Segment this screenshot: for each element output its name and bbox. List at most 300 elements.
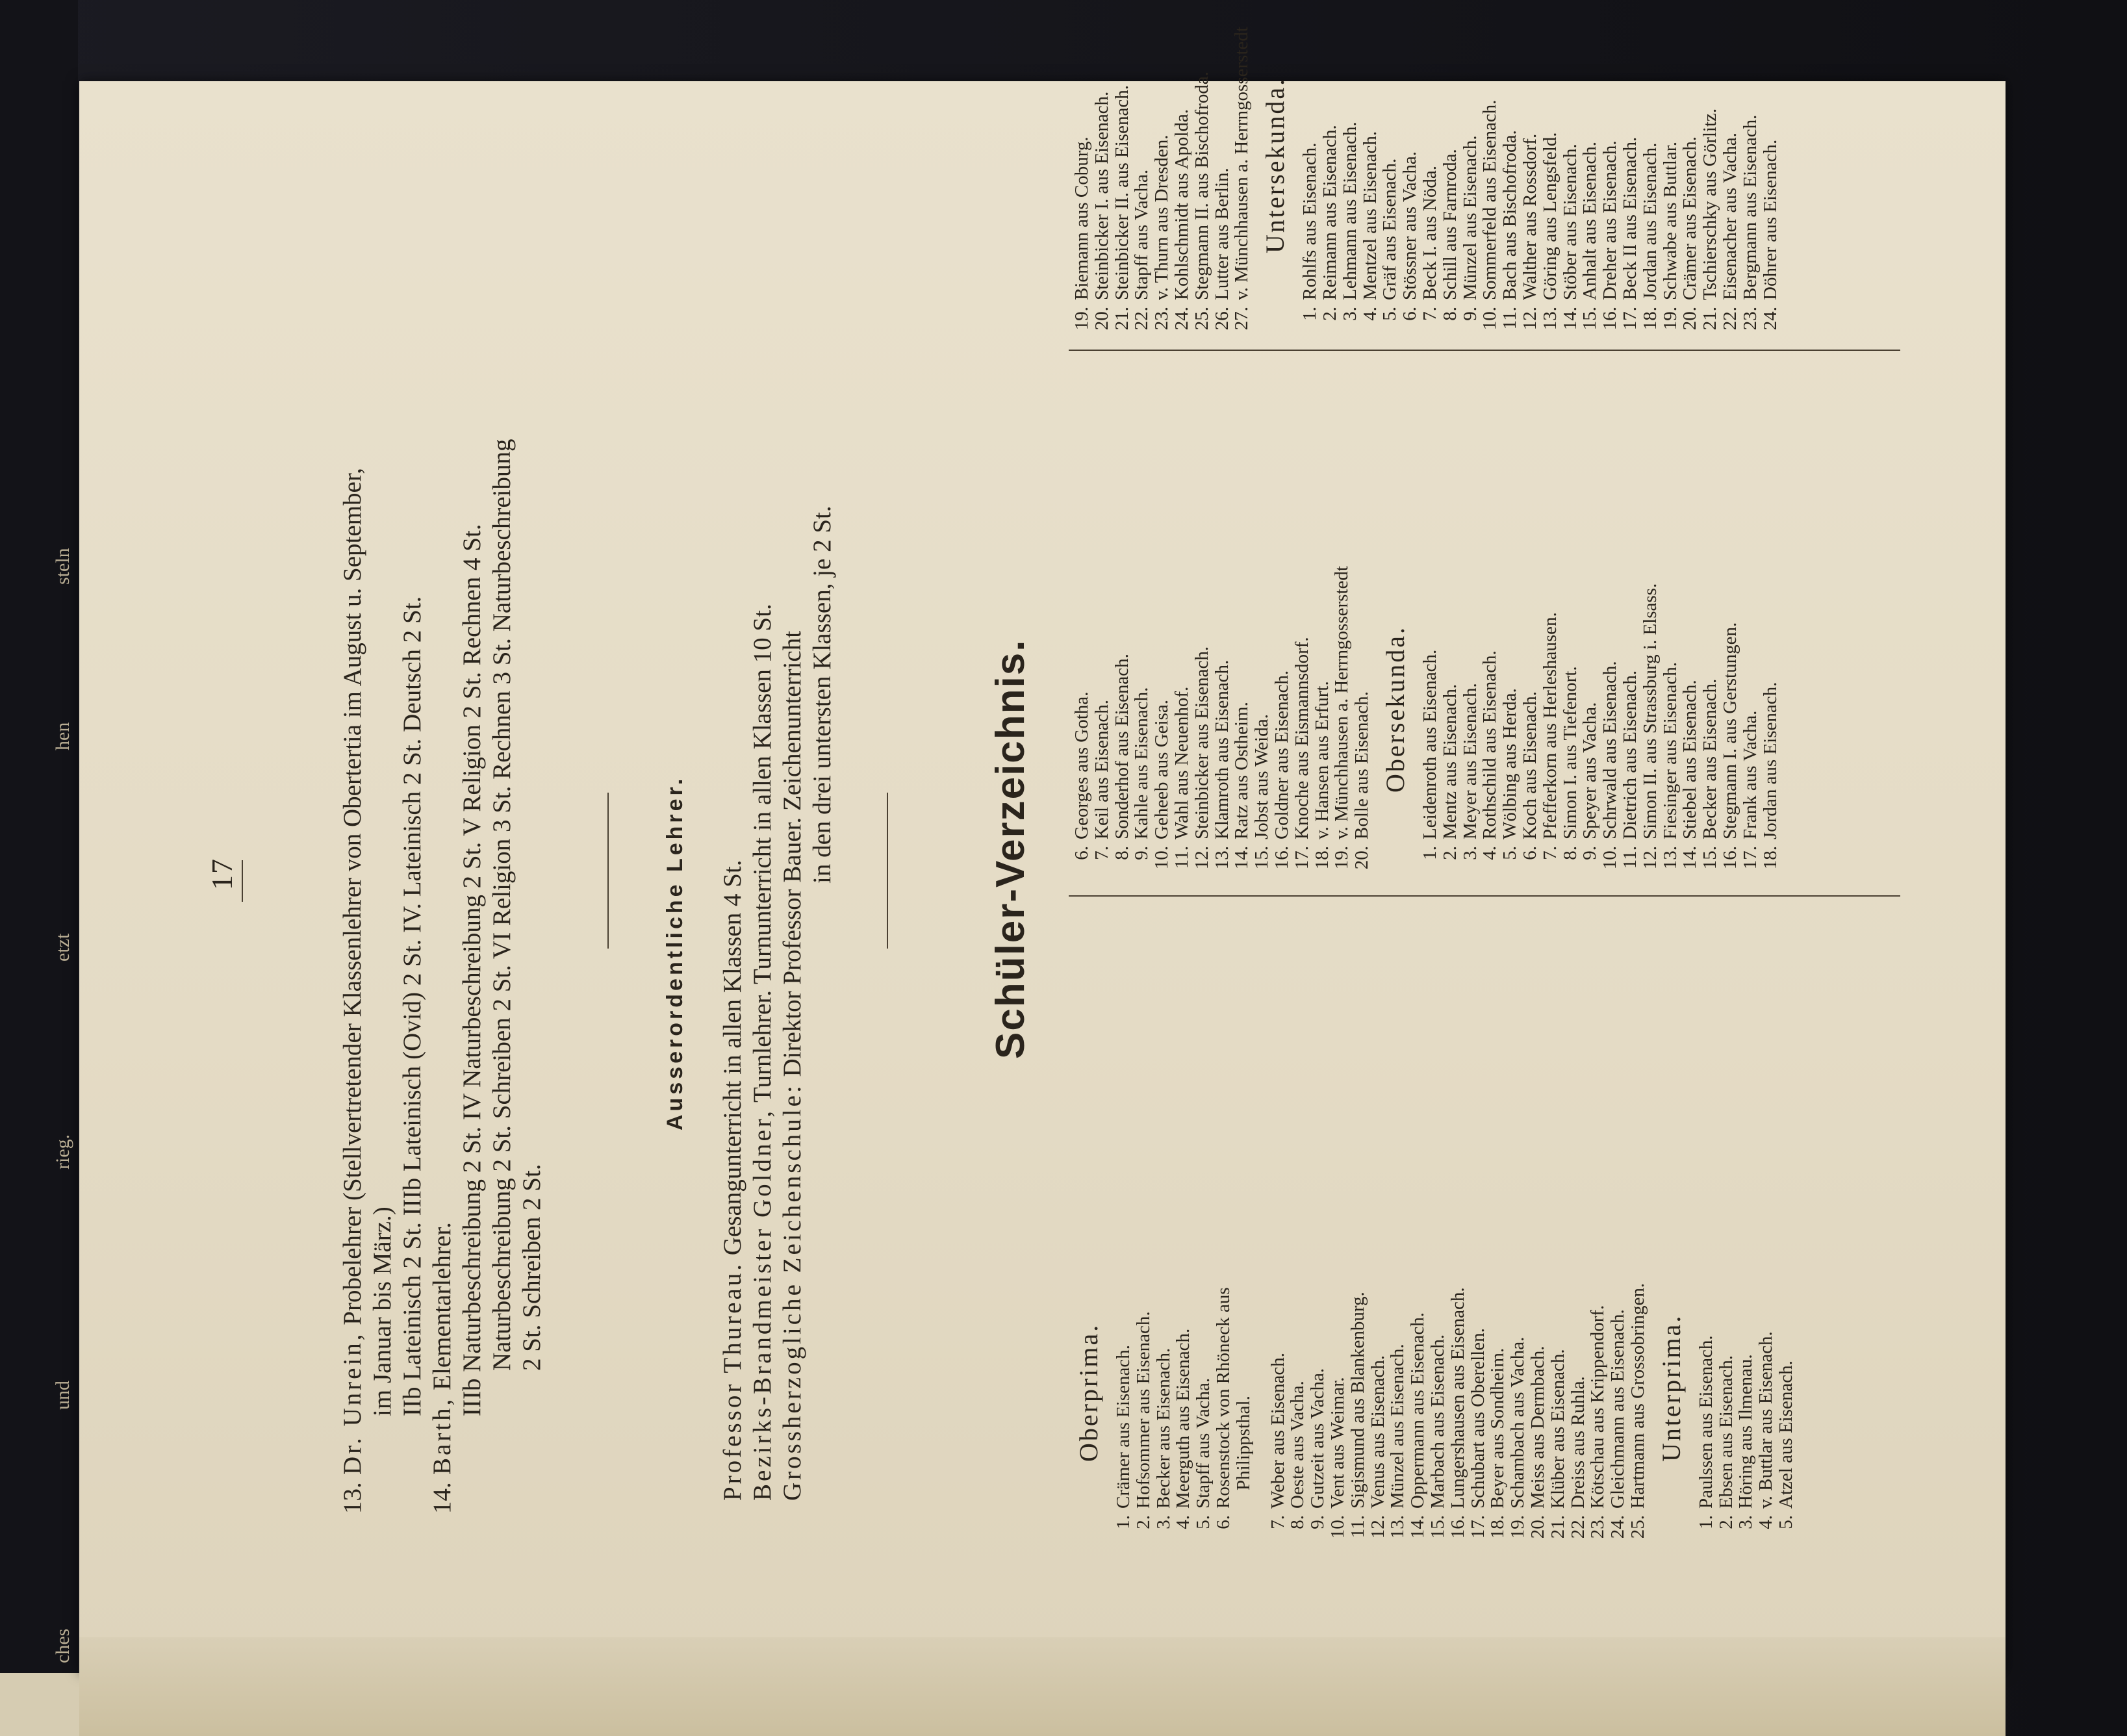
student-name: Steinbicker I. aus Eisenach. <box>1091 91 1112 300</box>
student-number: 1. <box>1695 1515 1716 1529</box>
student-entry <box>1548 1283 1568 1546</box>
student-entry <box>1252 566 1272 877</box>
student-number: 8. <box>1111 846 1132 860</box>
student-name: Bergmann aus Eisenach. <box>1739 114 1761 300</box>
student-number: 20. <box>1351 846 1373 870</box>
student-number: 16. <box>1599 307 1621 331</box>
student-entry <box>1232 566 1252 877</box>
student-number: 11. <box>1499 307 1521 330</box>
student-entry <box>1560 566 1581 877</box>
student-number: 22. <box>1719 307 1740 331</box>
student-entry <box>1448 1283 1468 1546</box>
student-entry <box>1232 27 1252 338</box>
student-number: 2. <box>1715 1515 1737 1529</box>
student-name: Gutzeit aus Vacha. <box>1307 1368 1329 1509</box>
student-entry <box>1696 1283 1716 1546</box>
student-name: Göring aus Lengsfeld. <box>1539 132 1560 300</box>
teacher-text: IIIb Naturbeschreibung 2 St. IV Naturbeschreibung 2 St. V Religion 2 St. Rechnen 4 St. <box>458 524 486 1416</box>
student-name: Lehmann aus Eisenach. <box>1339 121 1360 300</box>
student-name: Sommerfeld aus Eisenach. <box>1479 99 1501 300</box>
teacher-text: IIb Lateinisch 2 St. IIIb Lateinisch (Ovid) 2 St. IV. Lateinisch 2 St. Deutsch 2 St. <box>398 596 426 1416</box>
student-name: Reimann aus Eisenach. <box>1319 125 1340 300</box>
student-entry <box>1560 27 1581 338</box>
student-name: Biemann aus Coburg. <box>1071 136 1092 300</box>
teacher-text: im Januar bis März.) <box>368 1206 396 1416</box>
extra-teacher-text: in den drei untersten Klassen, je 2 St. <box>808 505 836 884</box>
student-number: 8. <box>1559 846 1581 860</box>
student-entry <box>1776 1283 1796 1546</box>
student-entry <box>1420 566 1440 877</box>
student-entry <box>1440 27 1460 338</box>
margin-fragment: rieg. <box>52 1134 73 1169</box>
student-name: Weber aus Eisenach. <box>1267 1352 1288 1509</box>
student-name: Atzel aus Eisenach. <box>1775 1360 1796 1509</box>
student-number: 3. <box>1153 1515 1174 1529</box>
student-entry <box>1700 566 1720 877</box>
student-number: 19. <box>1507 1515 1529 1539</box>
student-name: v. Münchhausen a. Herrngosserstedt <box>1231 27 1253 300</box>
student-entry <box>1540 27 1560 338</box>
student-name: Frank aus Vacha. <box>1739 710 1761 839</box>
teacher-line <box>487 439 517 1371</box>
student-number: 17. <box>1467 1515 1488 1539</box>
student-entry <box>1680 566 1700 877</box>
student-entry <box>1192 27 1212 338</box>
student-entry <box>1134 1283 1154 1546</box>
student-entry <box>1480 566 1500 877</box>
student-name: Mentzel aus Eisenach. <box>1359 131 1381 300</box>
student-entry <box>1214 1283 1234 1546</box>
student-number: 22. <box>1567 1515 1588 1539</box>
student-name: Döhrer aus Eisenach. <box>1759 139 1781 300</box>
student-name: Schill aus Farnroda. <box>1439 149 1460 300</box>
student-entry <box>1092 566 1112 877</box>
student-number: 7. <box>1267 1515 1288 1529</box>
student-entry <box>1740 566 1761 877</box>
student-number: 15. <box>1427 1515 1448 1539</box>
student-entry <box>1740 27 1761 338</box>
student-number: 15. <box>1251 846 1273 870</box>
student-entry <box>1312 566 1332 877</box>
student-number: 21. <box>1547 1515 1568 1539</box>
student-number: 20. <box>1527 1515 1548 1539</box>
rotated-page-content <box>78 27 1962 1624</box>
student-entry <box>1193 1283 1214 1546</box>
student-name: Stegmann II. aus Bischofroda. <box>1191 71 1212 300</box>
student-number: 10. <box>1479 307 1501 331</box>
student-entry <box>1320 27 1340 338</box>
student-entry <box>1628 1283 1648 1546</box>
student-name: Mentz aus Eisenach. <box>1439 683 1460 839</box>
student-number: 2. <box>1132 1515 1154 1529</box>
student-entry <box>1268 1283 1288 1546</box>
student-entry <box>1340 27 1360 338</box>
margin-fragment: steln <box>52 548 73 585</box>
student-number: 13. <box>1387 1515 1408 1539</box>
teacher-number: 13. <box>338 1482 366 1514</box>
student-name: Jobst aus Weida. <box>1251 714 1273 839</box>
student-entry <box>1580 27 1600 338</box>
teacher-name: Barth, <box>428 1396 456 1475</box>
student-number: 13. <box>1211 846 1232 870</box>
student-number: 12. <box>1519 307 1540 331</box>
teacher-line <box>517 1164 547 1372</box>
student-number: 17. <box>1291 846 1312 870</box>
student-number: 10. <box>1599 846 1621 870</box>
student-entry <box>1352 566 1372 877</box>
student-name: Marbach aus Eisenach. <box>1427 1334 1448 1509</box>
student-name: Klamroth aus Eisenach. <box>1211 659 1232 839</box>
student-name: Stegmann I. aus Gerstungen. <box>1719 622 1740 839</box>
student-number: 6. <box>1519 846 1540 860</box>
student-number: 25. <box>1627 1515 1648 1539</box>
student-number: 3. <box>1735 1515 1757 1529</box>
student-entry <box>1172 566 1192 877</box>
student-number: 14. <box>1679 846 1701 870</box>
roster-title: Schüler-Verzeichnis. <box>988 639 1033 1059</box>
student-name: Kahle aus Eisenach. <box>1131 687 1153 839</box>
student-number: 17. <box>1619 307 1640 331</box>
extra-teacher-line <box>718 860 748 1501</box>
student-number: 16. <box>1447 1515 1468 1539</box>
student-name: Eisenacher aus Vacha. <box>1719 133 1740 300</box>
student-name: v. Münchhausen a. Herrngosserstedt <box>1331 566 1353 839</box>
student-name: Stiebel aus Eisenach. <box>1679 680 1701 839</box>
student-name: Münzel aus Eisenach. <box>1459 135 1481 300</box>
student-name: Speyer aus Vacha. <box>1579 702 1601 839</box>
student-entry <box>1112 27 1132 338</box>
student-continuation: Philippsthal. <box>1232 1396 1254 1490</box>
student-name: Stöber aus Eisenach. <box>1559 144 1581 300</box>
student-number: 10. <box>1327 1515 1348 1539</box>
student-number: 8. <box>1439 307 1460 321</box>
student-name: Meiss aus Dermbach. <box>1527 1346 1548 1509</box>
extra-teacher-line <box>808 505 837 884</box>
student-name: Koch aus Eisenach. <box>1519 691 1540 839</box>
spacer <box>1254 1283 1268 1546</box>
student-number: 24. <box>1171 307 1192 331</box>
teacher-number: 14. <box>428 1482 456 1514</box>
student-name: Jordan aus Eisenach. <box>1639 142 1661 300</box>
student-number: 13. <box>1659 846 1681 870</box>
student-number: 3. <box>1339 307 1360 321</box>
student-entry <box>1520 566 1540 877</box>
student-number: 18. <box>1759 846 1781 870</box>
student-name: Knoche aus Eismannsdorf. <box>1291 637 1312 839</box>
student-name: Gräf aus Eisenach. <box>1379 158 1401 300</box>
column-separator-1 <box>1069 895 1900 897</box>
student-entry <box>1173 1283 1193 1546</box>
student-entry <box>1132 27 1152 338</box>
student-number: 6. <box>1212 1515 1234 1529</box>
student-number: 7. <box>1091 846 1112 860</box>
student-entry <box>1460 566 1481 877</box>
page-number: 17 <box>205 858 238 890</box>
student-name: Stapff aus Vacha. <box>1131 169 1153 300</box>
extra-teacher-name: Professor Thureau. <box>719 1261 746 1501</box>
student-entry <box>1700 27 1720 338</box>
student-number: 15. <box>1579 307 1601 331</box>
student-entry <box>1528 1283 1548 1546</box>
student-name: Beyer aus Sondheim. <box>1487 1347 1509 1509</box>
student-name: Dreiss aus Ruhla. <box>1567 1376 1588 1509</box>
student-entry <box>1332 566 1352 877</box>
student-name: Crämer aus Eisenach. <box>1113 1344 1134 1509</box>
student-name: Hofsommer aus Eisenach. <box>1132 1311 1154 1509</box>
student-name: v. Hansen aus Erfurt. <box>1311 681 1332 839</box>
student-number: 2. <box>1319 307 1340 321</box>
student-number: 11. <box>1347 1515 1368 1538</box>
student-name: Gleichmann aus Eisenach. <box>1607 1309 1629 1509</box>
student-entry <box>1488 1283 1508 1546</box>
student-name: Geheeb aus Geisa. <box>1151 700 1173 839</box>
student-name: Oeste aus Vacha. <box>1287 1381 1308 1509</box>
student-number: 15. <box>1700 846 1721 870</box>
student-entry <box>1720 27 1740 338</box>
student-name: Simon II. aus Strassburg i. Elsass. <box>1639 583 1661 839</box>
student-name: v. Buttlar aus Eisenach. <box>1755 1331 1777 1509</box>
student-name: Hartmann aus Grossobringen. <box>1627 1283 1648 1509</box>
student-name: Oppermann aus Eisenach. <box>1407 1312 1429 1509</box>
teacher-text: Elementarlehrer. <box>428 1222 456 1390</box>
student-name: Vent aus Weimar. <box>1327 1377 1348 1509</box>
student-number: 16. <box>1719 846 1740 870</box>
student-entry <box>1212 27 1232 338</box>
student-entry <box>1620 566 1640 877</box>
student-number: 11. <box>1171 846 1192 869</box>
student-number: 23. <box>1151 307 1173 331</box>
student-name: Beck II aus Eisenach. <box>1619 136 1640 300</box>
student-number: 5. <box>1379 307 1401 321</box>
student-entry <box>1380 27 1400 338</box>
student-number: 11. <box>1619 846 1640 869</box>
student-name: Venus aus Eisenach. <box>1367 1355 1388 1509</box>
student-number: 21. <box>1111 307 1132 331</box>
student-name: Georges aus Gotha. <box>1071 691 1092 839</box>
student-name: Kötschau aus Krippendorf. <box>1587 1305 1609 1509</box>
extra-teachers-title: Ausserordentliche Lehrer. <box>663 775 687 1130</box>
student-name: Bolle aus Eisenach. <box>1351 691 1373 839</box>
student-number: 5. <box>1499 846 1521 860</box>
roster-column-2 <box>1072 566 1780 877</box>
student-entry <box>1368 1283 1388 1546</box>
student-name: Steinbicker aus Eisenach. <box>1191 646 1212 839</box>
student-name: Sonderhof aus Eisenach. <box>1111 654 1132 839</box>
extra-teacher-line <box>778 631 808 1501</box>
student-name: Lungershausen aus Eisenach. <box>1447 1287 1468 1509</box>
extra-teacher-name: Bezirks-Brandmeister Goldner, <box>748 1108 776 1501</box>
student-entry <box>1580 566 1600 877</box>
student-name: Jordan aus Eisenach. <box>1759 682 1781 839</box>
student-number: 19. <box>1071 307 1092 331</box>
student-name: Münzel aus Eisenach. <box>1387 1344 1408 1509</box>
student-entry <box>1388 1283 1408 1546</box>
student-number: 14. <box>1407 1515 1429 1539</box>
student-name: Kohlschmidt aus Apolda. <box>1171 108 1192 300</box>
student-number: 18. <box>1487 1515 1509 1539</box>
student-entry <box>1588 1283 1608 1546</box>
teacher-line <box>398 596 427 1416</box>
student-number: 12. <box>1367 1515 1388 1539</box>
student-entry <box>1308 1283 1328 1546</box>
student-number: 14. <box>1231 846 1253 870</box>
student-name: Leidenroth aus Eisenach. <box>1419 649 1440 839</box>
student-number: 1. <box>1299 307 1321 321</box>
student-entry <box>1600 27 1620 338</box>
student-entry <box>1500 566 1520 877</box>
class-heading: Oberprima. <box>1074 1323 1103 1462</box>
student-entry <box>1640 27 1661 338</box>
margin-fragment: hen <box>52 722 73 750</box>
student-number: 4. <box>1479 846 1501 860</box>
student-entry <box>1132 566 1152 877</box>
student-entry <box>1468 1283 1488 1546</box>
student-number: 19. <box>1659 307 1681 331</box>
student-name: Fiesinger aus Eisenach. <box>1659 661 1681 839</box>
student-number: 2. <box>1439 846 1460 860</box>
student-name: Becker aus Eisenach. <box>1153 1347 1174 1509</box>
student-number: 9. <box>1307 1515 1329 1529</box>
margin-fragment: und <box>52 1381 73 1410</box>
student-number: 10. <box>1151 846 1173 870</box>
extra-teacher-text: Turnlehrer. Turnunterricht in allen Klassen 10 St. <box>748 604 776 1103</box>
student-number: 14. <box>1559 307 1581 331</box>
student-entry <box>1620 27 1640 338</box>
student-number: 23. <box>1587 1515 1609 1539</box>
student-entry <box>1152 27 1172 338</box>
student-name: Becker aus Eisenach. <box>1700 678 1721 839</box>
student-number: 19. <box>1331 846 1353 870</box>
student-name: Crämer aus Eisenach. <box>1679 136 1701 300</box>
student-number: 16. <box>1271 846 1292 870</box>
student-entry <box>1360 27 1381 338</box>
student-number: 4. <box>1173 1515 1194 1529</box>
student-entry <box>1720 566 1740 877</box>
roster-column-3 <box>1072 27 1780 338</box>
student-number: 18. <box>1311 846 1332 870</box>
teacher-text: 2 St. Schreiben 2 St. <box>518 1164 546 1371</box>
student-number: 21. <box>1700 307 1721 331</box>
student-number: 12. <box>1191 846 1212 870</box>
student-entry <box>1154 1283 1174 1546</box>
extra-teacher-text: Gesangunterricht in allen Klassen 4 St. <box>719 860 746 1256</box>
student-entry <box>1292 566 1312 877</box>
student-name: Anhalt aus Eisenach. <box>1579 141 1601 300</box>
student-number: 24. <box>1759 307 1781 331</box>
student-number: 22. <box>1131 307 1153 331</box>
student-entry <box>1761 27 1781 338</box>
teacher-text: Probelehrer (Stellvertretender Klassenlehrer von Obertertia im August u. September, <box>338 468 366 1325</box>
student-name: Sigismund aus Blankenburg. <box>1347 1292 1368 1509</box>
student-name: Simon I. aus Tiefenort. <box>1559 666 1581 839</box>
student-number: 1. <box>1113 1515 1134 1529</box>
student-name: Dreher aus Eisenach. <box>1599 140 1621 300</box>
student-entry <box>1400 27 1420 338</box>
student-entry <box>1428 1283 1448 1546</box>
student-entry <box>1300 27 1320 338</box>
student-name: Pfefferkorn aus Herleshausen. <box>1539 612 1560 839</box>
student-name: Lutter aus Berlin. <box>1211 168 1232 300</box>
student-number: 4. <box>1359 307 1381 321</box>
student-number: 27. <box>1231 307 1253 331</box>
student-name: Wölbing aus Herda. <box>1499 688 1521 839</box>
student-name: Rosenstock von Rhöneck aus <box>1212 1287 1234 1509</box>
student-entry <box>1152 566 1172 877</box>
student-entry <box>1661 566 1681 877</box>
student-entry <box>1540 566 1560 877</box>
student-entry <box>1608 1283 1628 1546</box>
student-number: 26. <box>1211 307 1232 331</box>
teacher-line <box>457 524 487 1417</box>
student-entry <box>1500 27 1520 338</box>
page-number-underline <box>242 860 243 902</box>
student-name: v. Thurn aus Dresden. <box>1151 134 1173 300</box>
student-number: 3. <box>1459 846 1481 860</box>
student-name: Ebsen aus Eisenach. <box>1715 1355 1737 1509</box>
student-name: Meyer aus Eisenach. <box>1459 683 1481 839</box>
student-entry <box>1440 566 1460 877</box>
student-entry <box>1348 1283 1368 1546</box>
student-name: Paulssen aus Eisenach. <box>1695 1335 1716 1509</box>
student-name: Goldner aus Eisenach. <box>1271 670 1292 839</box>
student-name: Schambach aus Vacha. <box>1507 1336 1529 1509</box>
student-name: Meerguth aus Eisenach. <box>1173 1328 1194 1509</box>
teacher-line <box>427 1222 457 1514</box>
student-entry <box>1420 27 1440 338</box>
student-name: Stössner aus Vacha. <box>1399 151 1421 300</box>
teacher-line <box>368 1206 398 1416</box>
student-number: 7. <box>1419 307 1440 321</box>
student-entry <box>1272 566 1292 877</box>
student-number: 20. <box>1679 307 1701 331</box>
student-name: Steinbicker II. aus Eisenach. <box>1111 85 1132 300</box>
page-bottom-edge <box>79 1637 2006 1736</box>
student-entry <box>1640 566 1661 877</box>
student-entry <box>1480 27 1500 338</box>
student-entry <box>1172 27 1192 338</box>
student-entry <box>1568 1283 1588 1546</box>
student-entry <box>1600 566 1620 877</box>
extra-teacher-text: Direktor Professor Bauer. Zeichenunterricht <box>778 630 806 1077</box>
student-name: Bach aus Bischofroda. <box>1499 130 1521 300</box>
student-name: Schwabe aus Buttlar. <box>1659 141 1681 300</box>
student-entry <box>1072 566 1092 877</box>
student-entry <box>1288 1283 1308 1546</box>
student-entry <box>1328 1283 1348 1546</box>
column-separator-2 <box>1069 350 1900 351</box>
student-name: Beck I. aus Nöda. <box>1419 166 1440 300</box>
student-name: Schrwald aus Eisenach. <box>1599 661 1621 839</box>
teacher-name: Dr. Unrein, <box>338 1331 366 1475</box>
class-heading: Unterprima. <box>1656 1314 1686 1462</box>
student-name: Walther aus Rossdorf. <box>1519 133 1540 300</box>
student-name: Stapff aus Vacha. <box>1193 1377 1214 1509</box>
student-number: 7. <box>1539 846 1560 860</box>
student-entry <box>1072 27 1092 338</box>
student-name: Schubart aus Oberellen. <box>1467 1328 1488 1509</box>
class-heading: Untersekunda. <box>1260 77 1290 253</box>
student-number: 9. <box>1131 846 1153 860</box>
student-entry <box>1680 27 1700 338</box>
student-entry <box>1192 566 1212 877</box>
student-number: 8. <box>1287 1515 1308 1529</box>
student-number: 6. <box>1071 846 1092 860</box>
extra-teacher-name: Grossherzogliche Zeichenschule: <box>778 1083 806 1501</box>
student-name: Rothschild aus Eisenach. <box>1479 650 1501 839</box>
student-number: 4. <box>1755 1515 1777 1529</box>
student-name: Rohlfs aus Eisenach. <box>1299 142 1321 300</box>
student-number: 9. <box>1579 846 1601 860</box>
